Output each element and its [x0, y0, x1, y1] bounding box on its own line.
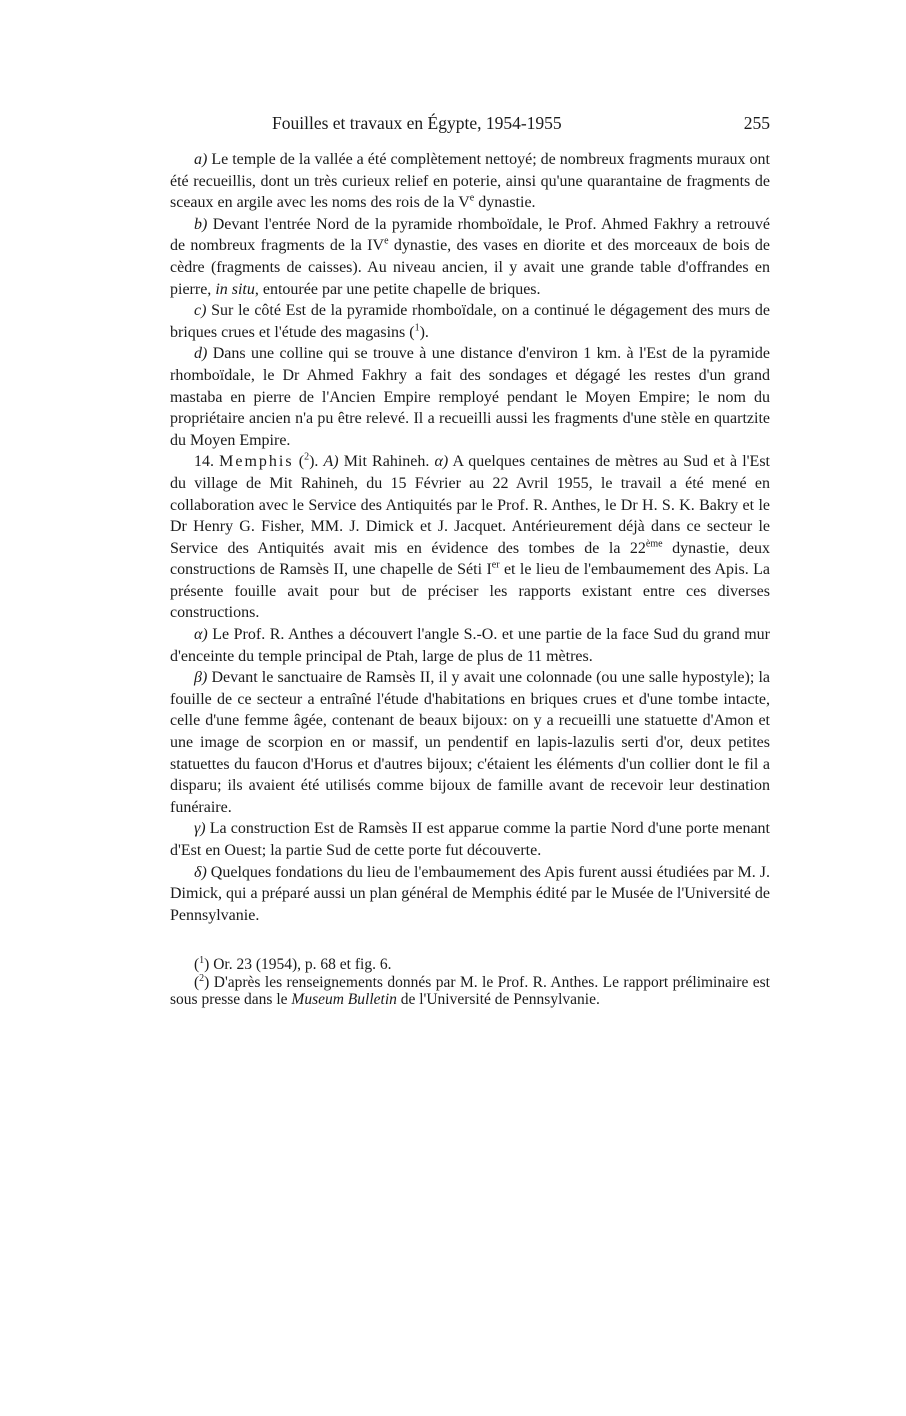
footnote-mark: 1 [199, 955, 205, 967]
footnote-1: ($^1$) Or. 23 (1954), p. 68 et fig. 6. [194, 955, 392, 974]
item-label: γ) [194, 820, 206, 838]
footnote-ref: 1 [414, 322, 420, 334]
paragraph-b: b) Devant l'entrée Nord de la pyramide rhomboïdale, le Prof. Ahmed Fakhry a retrouvé de nombreux fragments de la IVe dynastie, des vases en diorite et des morceaux de bois de cèdre (fragments de caisses). Au niveau ancien, il y avait une grande table d'offrandes en pierre, in situ, entourée par une petite chapelle de briques. [170, 215, 771, 298]
item-label: a) [194, 151, 208, 168]
item-label: δ) [194, 863, 207, 881]
footnote-2: ($^2$) D'après les renseignements donnés par M. le Prof. R. Anthes. Le rapport préliminaire est sous presse dans le Museum Bulletin de l'Université de Pennsylvanie. [170, 972, 770, 1009]
paragraph-c: c) Sur le côté Est de la pyramide rhomboïdale, on a continué le dégagement des murs de briques crues et l'étude des magasins ($^1$). [170, 302, 770, 341]
paragraph-a: a) Le temple de la vallée a été complètement nettoyé; de nombreux fragments muraux ont été recueillis, dont un très curieux relief en poterie, ainsi qu'une quarantaine de fragments de sceaux en argile avec les noms des rois de la Ve dynastie. [170, 151, 770, 212]
item-label: c) [194, 302, 207, 320]
footnote-ref: 2 [304, 451, 310, 463]
section-title: Memphis [219, 453, 294, 471]
paragraph-memphis: 14. Memphis ($^2$). A) Mit Rahineh. α) A quelques centaines de mètres au Sud et à l'Est du village de Mit Rahineh, du 15 Février au 22 Avril 1955, le travail a été mené en collaboration avec le Service des Antiquités par le Prof. R. Anthes, le Dr H. S. K. Bakry et le Dr Henry G. Fisher, MM. J. Dimick et J. Jacquet. Antérieurement déjà dans ce secteur le Service des Antiquités avait mis en évidence des tombes de la 22ème dynastie, deux constructions de Ramsès II, une chapelle de Séti Ier et le lieu de l'embaumement des Apis. La présente fouille avait pour but de préciser les rapports existant entre ces diverses constructions. [170, 451, 770, 622]
paragraph-alpha: α) Le Prof. R. Anthes a découvert l'angle S.-O. et une partie de la face Sud du grand mur d'enceinte du temple principal de Ptah, large de plus de 11 mètres. [170, 626, 770, 665]
paragraph-gamma: γ) La construction Est de Ramsès II est apparue comme la partie Nord d'une porte menant d'Est en Ouest; la partie Sud de cette porte fut découverte. [170, 820, 770, 859]
paragraph-d: d) Dans une colline qui se trouve à une distance d'environ 1 km. à l'Est de la pyramide rhomboïdale, le Dr Ahmed Fakhry a fait des sondages et dégagé les restes d'un grand mastaba en pierre de l'Ancien Empire remployé pendant le Moyen Empire; le nom du propriétaire ancien n'a pu être relevé. Il a recueilli aussi les fragments d'une stèle en quartzite du Moyen Empire. [170, 345, 770, 449]
page-number: 255 [743, 113, 770, 133]
part-label: A) [323, 453, 339, 471]
paragraph-delta: δ) Quelques fondations du lieu de l'embaumement des Apis furent aussi étudiées par M. J. Dimick, qui a préparé aussi un plan général de Memphis édité par le Musée de l'Université de Pennsylvanie. [170, 863, 770, 924]
body-text [170, 149, 770, 926]
part-title: Mit Rahineh. [338, 453, 435, 471]
item-label: β) [194, 669, 208, 687]
item-label: α) [194, 626, 208, 644]
running-header [170, 113, 770, 139]
paragraph-beta: β) Devant le sanctuaire de Ramsès II, il y avait une colonnade (ou une salle hypostyle); la fouille de ce secteur a entraîné l'étude d'habitations en briques crues et d'une tombe intacte, celle d'une femme âgée, contenant de beaux bijoux: on y a recueilli une statuette d'Amon et une image de scorpion en or massif, un pendentif en lapis-lazulis serti d'or, deux petites statuettes du faucon d'Horus et d'autres bijoux; c'étaient les éléments d'un collier dont le fil a disparu; ils avaient été utilisés comme bijoux de famille avant de recevoir leur destination funéraire. [170, 669, 770, 816]
page [170, 113, 770, 1009]
section-number: 14. [194, 453, 214, 471]
item-label: d) [194, 345, 208, 363]
item-label: α) [434, 453, 449, 471]
running-title: Fouilles et travaux en Égypte, 1954-1955 [272, 113, 562, 133]
footnotes [170, 956, 770, 1009]
item-label: b) [194, 215, 208, 233]
footnote-mark: 2 [199, 972, 205, 984]
